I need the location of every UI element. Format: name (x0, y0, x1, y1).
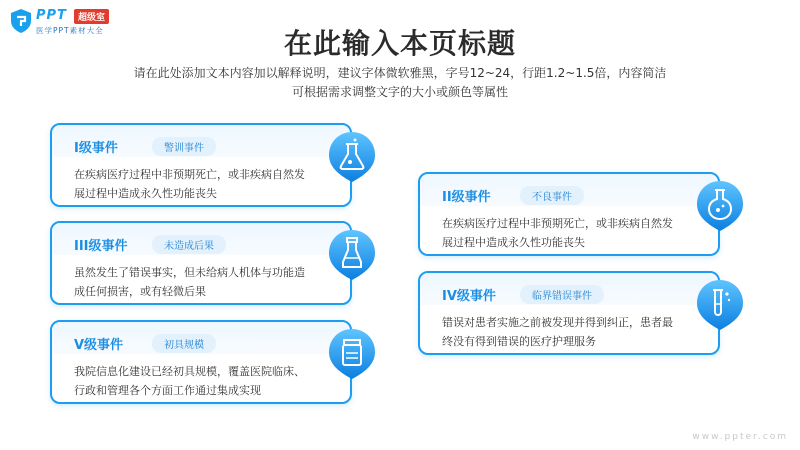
card-tag: 初具规模 (152, 334, 216, 353)
beaker-icon (324, 226, 380, 282)
card-tag: 未造成后果 (152, 235, 226, 254)
page-subtitle (100, 64, 700, 102)
brand-subtitle: 医学PPT素材大全 (36, 26, 104, 35)
card-description: 在疾病医疗过程中非预期死亡，或非疾病自然发展过程中造成永久性功能丧失 (442, 217, 673, 249)
test-tube-icon (692, 276, 748, 332)
event-card-level-1 (50, 123, 352, 207)
event-card-level-3 (50, 221, 352, 305)
page-title: 在此输入本页标题 (283, 27, 516, 60)
card-description: 我院信息化建设已经初具规模，覆盖医院临床、行政和管理各个方面工作通过集成实现 (74, 365, 305, 397)
watermark: www.ppter.com (692, 432, 788, 442)
card-level-title: III级事件 (74, 239, 128, 254)
subtitle-line-2: 可根据需求调整文字的大小或颜色等属性 (291, 85, 508, 99)
jar-icon (324, 325, 380, 381)
card-level-title: I级事件 (74, 141, 118, 156)
card-level-title: II级事件 (442, 190, 491, 205)
card-tag: 临界错误事件 (520, 285, 604, 304)
brand-name: PPT (36, 8, 67, 23)
event-card-level-4 (418, 271, 720, 355)
brand-tag: 超级室 (74, 9, 109, 24)
event-card-level-5 (50, 320, 352, 404)
card-tag: 警训事件 (152, 137, 216, 156)
subtitle-line-1: 请在此处添加文本内容加以解释说明，建议字体微软雅黑，字号12~24，行距1.2~1.5倍，内容简洁 (133, 66, 667, 80)
round-flask-icon (692, 177, 748, 233)
flask-icon (324, 128, 380, 184)
card-description: 虽然发生了错误事实，但未给病人机体与功能造成任何损害，或有轻微后果 (74, 266, 305, 298)
event-card-level-2 (418, 172, 720, 256)
card-tag: 不良事件 (520, 186, 584, 205)
card-level-title: V级事件 (74, 338, 124, 353)
card-description: 在疾病医疗过程中非预期死亡，或非疾病自然发展过程中造成永久性功能丧失 (74, 168, 305, 200)
card-description: 错误对患者实施之前被发现并得到纠正，患者最终没有得到错误的医疗护理服务 (442, 316, 673, 348)
card-level-title: IV级事件 (442, 289, 496, 304)
